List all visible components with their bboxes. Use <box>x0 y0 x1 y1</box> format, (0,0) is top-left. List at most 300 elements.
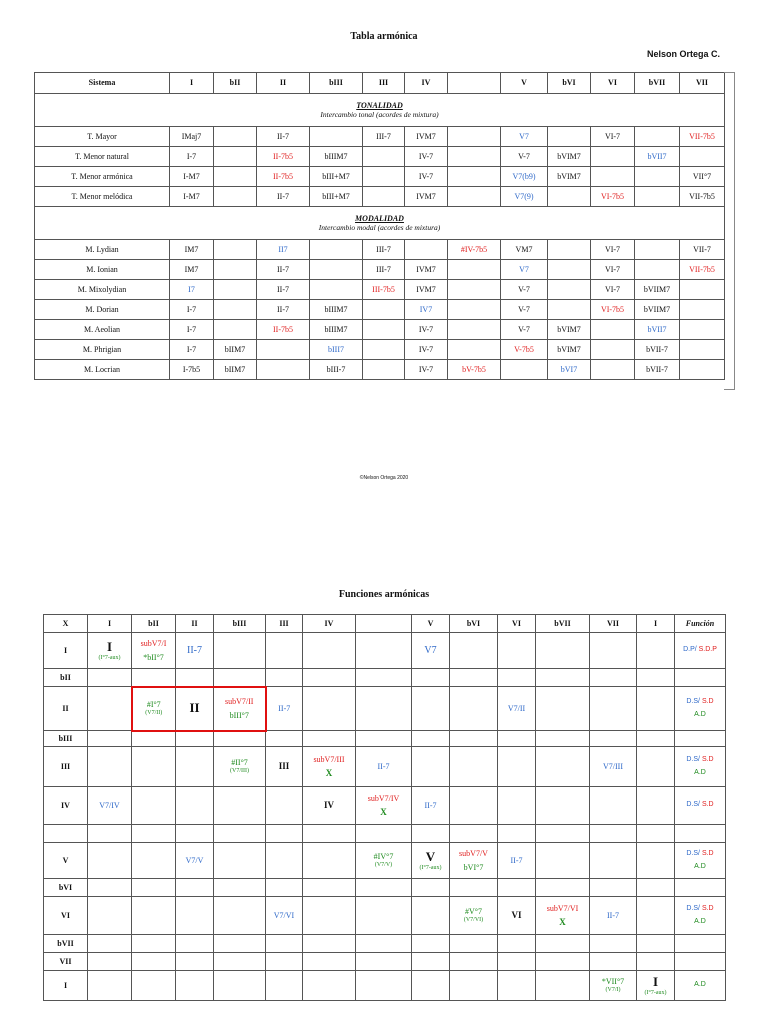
chord-cell <box>303 731 356 747</box>
cell-text: X <box>325 767 333 778</box>
function-part: D.S/ <box>686 756 702 764</box>
chord-cell <box>303 971 356 1001</box>
cell-text: (V7/II) <box>145 709 163 716</box>
col-header: II <box>257 73 310 94</box>
chord-cell <box>590 935 637 953</box>
chord-cell: bIIIM7 <box>310 300 363 320</box>
table-row <box>35 147 725 167</box>
chord-cell <box>448 260 501 280</box>
chord-cell <box>214 935 266 953</box>
row-header: I <box>44 633 88 669</box>
section-header <box>35 207 725 240</box>
chord-cell <box>88 843 132 879</box>
col-header: Función <box>675 615 726 633</box>
chord-cell: II-7b5 <box>257 320 310 340</box>
chord-cell: IV7 <box>405 300 448 320</box>
chord-cell <box>303 787 356 825</box>
chord-cell <box>637 731 675 747</box>
chord-cell <box>448 167 501 187</box>
chord-cell: I-7 <box>170 340 214 360</box>
function-part: S.D <box>701 850 714 858</box>
chord-cell <box>637 687 675 731</box>
chord-cell <box>448 340 501 360</box>
col-header: II <box>176 615 214 633</box>
system-name: M. Ionian <box>35 260 170 280</box>
chord-cell <box>590 669 637 687</box>
chord-cell <box>637 935 675 953</box>
chord-cell <box>448 320 501 340</box>
chord-cell <box>498 825 536 843</box>
chord-cell <box>590 971 637 1001</box>
chord-cell <box>356 843 412 879</box>
chord-cell <box>536 669 590 687</box>
chord-cell <box>88 825 132 843</box>
section-subtitle: Intercambio tonal (acordes de mixtura) <box>320 110 439 120</box>
cell-text: A.D <box>694 768 706 776</box>
chord-cell <box>412 953 450 971</box>
chord-cell <box>498 971 536 1001</box>
chord-cell <box>498 633 536 669</box>
table-row <box>35 320 725 340</box>
chord-cell <box>303 953 356 971</box>
table-row <box>44 669 726 687</box>
chord-cell: bVIM7 <box>548 340 591 360</box>
col-header: IV <box>303 615 356 633</box>
table-row <box>35 240 725 260</box>
cell-text: III <box>278 761 290 772</box>
chord-cell: bIIIM7 <box>310 320 363 340</box>
table-row <box>35 127 725 147</box>
chord-cell: VI-7 <box>591 280 635 300</box>
table-row <box>35 360 725 380</box>
chord-cell: IVM7 <box>405 260 448 280</box>
chord-cell: IM7 <box>170 240 214 260</box>
chord-cell <box>498 731 536 747</box>
chord-cell <box>266 825 303 843</box>
chord-cell <box>356 953 412 971</box>
chord-cell <box>88 971 132 1001</box>
chord-cell <box>303 687 356 731</box>
chord-cell: II-7 <box>257 260 310 280</box>
cell-text: II-7 <box>278 703 291 713</box>
chord-cell <box>635 127 680 147</box>
chord-cell <box>450 787 498 825</box>
chord-cell <box>88 953 132 971</box>
chord-cell <box>266 687 303 731</box>
chord-cell <box>591 340 635 360</box>
chord-cell <box>214 879 266 897</box>
chord-cell <box>450 897 498 935</box>
chord-cell <box>637 787 675 825</box>
chord-cell <box>536 633 590 669</box>
table-row <box>44 731 726 747</box>
chord-cell: IMaj7 <box>170 127 214 147</box>
col-header: bVII <box>635 73 680 94</box>
chord-cell <box>356 633 412 669</box>
chord-cell <box>214 187 257 207</box>
chord-cell: IVM7 <box>405 187 448 207</box>
col-header: bIII <box>214 615 266 633</box>
chord-cell: VI-7 <box>591 260 635 280</box>
cell-text: subV7/V <box>459 849 488 859</box>
chord-cell: bIII+M7 <box>310 167 363 187</box>
chord-cell <box>310 127 363 147</box>
system-name: T. Menor natural <box>35 147 170 167</box>
cell-text: VI <box>511 910 522 921</box>
cell-text: #II°7 <box>231 758 248 768</box>
chord-cell <box>363 340 405 360</box>
chord-cell: #IV-7b5 <box>448 240 501 260</box>
cell-text: V7 <box>424 644 437 656</box>
chord-cell <box>498 787 536 825</box>
chord-cell <box>356 669 412 687</box>
chord-cell: V-7 <box>501 147 548 167</box>
author-name: Nelson Ortega C. <box>646 49 720 59</box>
chord-cell <box>176 953 214 971</box>
table-row <box>35 260 725 280</box>
col-header: Sistema <box>35 73 170 94</box>
chord-cell <box>214 260 257 280</box>
functions-title: Funciones armónicas <box>338 589 430 600</box>
chord-cell <box>637 971 675 1001</box>
function-label <box>675 850 725 858</box>
chord-cell <box>548 260 591 280</box>
chord-cell <box>356 731 412 747</box>
row-header: bII <box>44 669 88 687</box>
chord-cell <box>214 731 266 747</box>
chord-cell <box>536 971 590 1001</box>
chord-cell <box>214 971 266 1001</box>
chord-cell <box>590 747 637 787</box>
function-part: S.D.P <box>698 646 717 654</box>
chord-cell <box>635 240 680 260</box>
chord-cell <box>548 127 591 147</box>
system-name: M. Phrigian <box>35 340 170 360</box>
chord-cell <box>680 340 725 360</box>
row-header: bVI <box>44 879 88 897</box>
function-cell <box>675 633 726 669</box>
chord-cell: I-M7 <box>170 167 214 187</box>
cell-text: II-7 <box>377 761 390 771</box>
chord-cell <box>214 897 266 935</box>
chord-cell <box>132 669 176 687</box>
chord-cell <box>591 320 635 340</box>
page-edge-frame <box>724 72 735 390</box>
chord-cell: bVII-7 <box>635 340 680 360</box>
chord-cell: III-7b5 <box>363 280 405 300</box>
cell-text: V7/IV <box>99 800 120 810</box>
cell-text: V <box>425 848 436 864</box>
system-name: M. Dorian <box>35 300 170 320</box>
chord-cell <box>412 843 450 879</box>
chord-cell: VII°7 <box>680 167 725 187</box>
chord-cell: V-7 <box>501 320 548 340</box>
chord-cell <box>266 953 303 971</box>
col-header: I <box>88 615 132 633</box>
chord-cell <box>176 747 214 787</box>
chord-cell <box>635 187 680 207</box>
chord-cell <box>266 747 303 787</box>
chord-cell <box>590 897 637 935</box>
chord-cell: V7(b9) <box>501 167 548 187</box>
chord-cell <box>310 280 363 300</box>
chord-cell <box>635 260 680 280</box>
chord-cell: IV-7 <box>405 147 448 167</box>
chord-cell <box>214 320 257 340</box>
chord-cell <box>356 971 412 1001</box>
chord-cell: VII-7 <box>680 240 725 260</box>
chord-cell: II-7 <box>257 127 310 147</box>
cell-text: (V7/I) <box>605 986 621 993</box>
cell-text: A.D <box>694 917 706 925</box>
chord-cell <box>303 747 356 787</box>
cell-text: subV7/II <box>225 697 254 707</box>
chord-cell: IM7 <box>170 260 214 280</box>
chord-cell <box>363 300 405 320</box>
chord-cell <box>356 687 412 731</box>
chord-cell: II-7b5 <box>257 167 310 187</box>
function-part: D.S/ <box>686 698 702 706</box>
chord-cell <box>591 360 635 380</box>
col-header: bII <box>132 615 176 633</box>
chord-cell <box>266 879 303 897</box>
chord-cell <box>405 240 448 260</box>
chord-cell <box>412 669 450 687</box>
cell-text: bVI°7 <box>463 862 484 872</box>
chord-cell: bIIM7 <box>214 360 257 380</box>
chord-cell: II-7 <box>257 300 310 320</box>
table-row <box>44 935 726 953</box>
chord-cell: I-7 <box>170 320 214 340</box>
cell-text: IV <box>323 800 334 811</box>
function-cell <box>675 669 726 687</box>
chord-cell <box>132 953 176 971</box>
chord-cell <box>680 147 725 167</box>
chord-cell <box>548 187 591 207</box>
function-label <box>675 905 725 913</box>
chord-cell <box>266 787 303 825</box>
chord-cell <box>266 633 303 669</box>
system-name: T. Menor melódica <box>35 187 170 207</box>
chord-cell <box>450 687 498 731</box>
chord-cell: II-7 <box>257 280 310 300</box>
chord-cell <box>536 897 590 935</box>
chord-cell: IV-7 <box>405 340 448 360</box>
chord-cell <box>498 687 536 731</box>
chord-cell <box>536 843 590 879</box>
chord-cell: V7 <box>501 260 548 280</box>
function-part: D.S/ <box>686 850 702 858</box>
row-header: bIII <box>44 731 88 747</box>
col-header: VI <box>591 73 635 94</box>
chord-cell <box>590 843 637 879</box>
chord-cell <box>132 787 176 825</box>
chord-cell <box>132 747 176 787</box>
chord-cell <box>303 879 356 897</box>
col-header: III <box>266 615 303 633</box>
chord-cell <box>590 633 637 669</box>
chord-cell: V7(9) <box>501 187 548 207</box>
function-part: D.P/ <box>683 646 699 654</box>
chord-cell <box>88 669 132 687</box>
section-title: MODALIDAD <box>355 213 404 223</box>
chord-cell: IV-7 <box>405 360 448 380</box>
chord-cell <box>214 127 257 147</box>
chord-cell <box>363 187 405 207</box>
chord-cell <box>132 825 176 843</box>
function-part: S.D <box>701 698 714 706</box>
chord-cell: bIII-7 <box>310 360 363 380</box>
function-cell <box>675 731 726 747</box>
chord-cell <box>536 747 590 787</box>
chord-cell <box>448 187 501 207</box>
chord-cell <box>214 825 266 843</box>
chord-cell: II-7 <box>257 187 310 207</box>
chord-cell <box>176 687 214 731</box>
chord-cell <box>637 747 675 787</box>
chord-cell: V-7 <box>501 280 548 300</box>
chord-cell: bIII+M7 <box>310 187 363 207</box>
chord-cell <box>88 787 132 825</box>
chord-cell <box>176 897 214 935</box>
table-row <box>35 187 725 207</box>
table-row <box>44 687 726 731</box>
chord-cell <box>680 320 725 340</box>
chord-cell: IV-7 <box>405 167 448 187</box>
chord-cell <box>214 167 257 187</box>
chord-cell <box>448 127 501 147</box>
chord-cell <box>132 897 176 935</box>
chord-cell <box>590 879 637 897</box>
col-header: bII <box>214 73 257 94</box>
function-cell <box>675 787 726 825</box>
function-part: S.D <box>701 801 714 809</box>
chord-cell <box>214 687 266 731</box>
function-part: S.D <box>701 905 714 913</box>
chord-cell <box>303 669 356 687</box>
chord-cell <box>536 787 590 825</box>
chord-cell <box>257 340 310 360</box>
chord-cell <box>214 669 266 687</box>
chord-cell: V-7 <box>501 300 548 320</box>
chord-cell <box>214 747 266 787</box>
table-row <box>44 825 726 843</box>
function-cell <box>675 879 726 897</box>
cell-text: V7/V <box>185 855 204 865</box>
cell-text: V7/VI <box>273 910 295 920</box>
function-cell <box>675 825 726 843</box>
cell-text: *VII°7 <box>601 977 625 987</box>
cell-text: #I°7 <box>146 700 161 710</box>
chord-cell <box>356 747 412 787</box>
chord-cell <box>590 731 637 747</box>
chord-cell: bVIM7 <box>548 320 591 340</box>
cell-text: bIII°7 <box>229 710 249 720</box>
chord-cell <box>536 687 590 731</box>
chord-cell: I-7 <box>170 147 214 167</box>
system-name: M. Locrian <box>35 360 170 380</box>
chord-cell: IVM7 <box>405 127 448 147</box>
chord-cell <box>303 825 356 843</box>
chord-cell <box>548 240 591 260</box>
chord-cell <box>680 360 725 380</box>
chord-cell <box>303 633 356 669</box>
chord-cell <box>450 825 498 843</box>
chord-cell <box>88 747 132 787</box>
chord-cell <box>266 731 303 747</box>
chord-cell: bVIM7 <box>548 147 591 167</box>
chord-cell <box>536 935 590 953</box>
chord-cell: I-7b5 <box>170 360 214 380</box>
function-cell <box>675 897 726 935</box>
function-label <box>675 698 725 706</box>
cell-text: subV7/III <box>313 754 345 764</box>
chord-cell <box>176 633 214 669</box>
chord-cell: bVIIM7 <box>635 280 680 300</box>
chord-cell <box>176 731 214 747</box>
table-row <box>44 633 726 669</box>
row-header: VII <box>44 953 88 971</box>
cell-text: #V°7 <box>465 907 482 917</box>
function-label <box>675 646 725 654</box>
table-row <box>35 340 725 360</box>
chord-cell <box>536 731 590 747</box>
cell-text: (V7/VI) <box>463 916 484 923</box>
chord-cell <box>88 897 132 935</box>
chord-cell: VII-7b5 <box>680 260 725 280</box>
chord-cell <box>498 843 536 879</box>
chord-cell <box>266 935 303 953</box>
cell-text: I <box>106 638 113 654</box>
chord-cell: III-7 <box>363 260 405 280</box>
chord-cell: V7 <box>501 127 548 147</box>
chord-cell <box>591 147 635 167</box>
cell-text: (I°7-aux) <box>419 864 442 871</box>
chord-cell <box>637 879 675 897</box>
chord-cell <box>88 879 132 897</box>
col-header: VI <box>498 615 536 633</box>
chord-cell <box>356 935 412 953</box>
cell-text: (I°7-aux) <box>644 989 667 996</box>
chord-cell: III-7 <box>363 127 405 147</box>
chord-cell: III-7 <box>363 240 405 260</box>
chord-cell <box>88 633 132 669</box>
col-header: bIII <box>310 73 363 94</box>
chord-cell: I-M7 <box>170 187 214 207</box>
chord-cell <box>498 747 536 787</box>
section-title: TONALIDAD <box>356 100 403 110</box>
system-name: T. Mayor <box>35 127 170 147</box>
col-header: bVI <box>548 73 591 94</box>
chord-cell <box>214 280 257 300</box>
col-header: IV <box>405 73 448 94</box>
table-row <box>44 747 726 787</box>
function-label <box>675 756 725 764</box>
chord-cell <box>356 879 412 897</box>
cell-text: II-7 <box>510 855 523 865</box>
chord-cell <box>548 280 591 300</box>
section-header <box>35 94 725 127</box>
chord-cell <box>590 687 637 731</box>
chord-cell <box>176 843 214 879</box>
cell-text: A.D <box>694 862 706 870</box>
copyright-note: ©Nelson Ortega 2020 <box>359 475 409 481</box>
chord-cell <box>176 935 214 953</box>
chord-cell <box>176 879 214 897</box>
chord-cell <box>310 260 363 280</box>
chord-cell <box>498 879 536 897</box>
table-row <box>44 953 726 971</box>
